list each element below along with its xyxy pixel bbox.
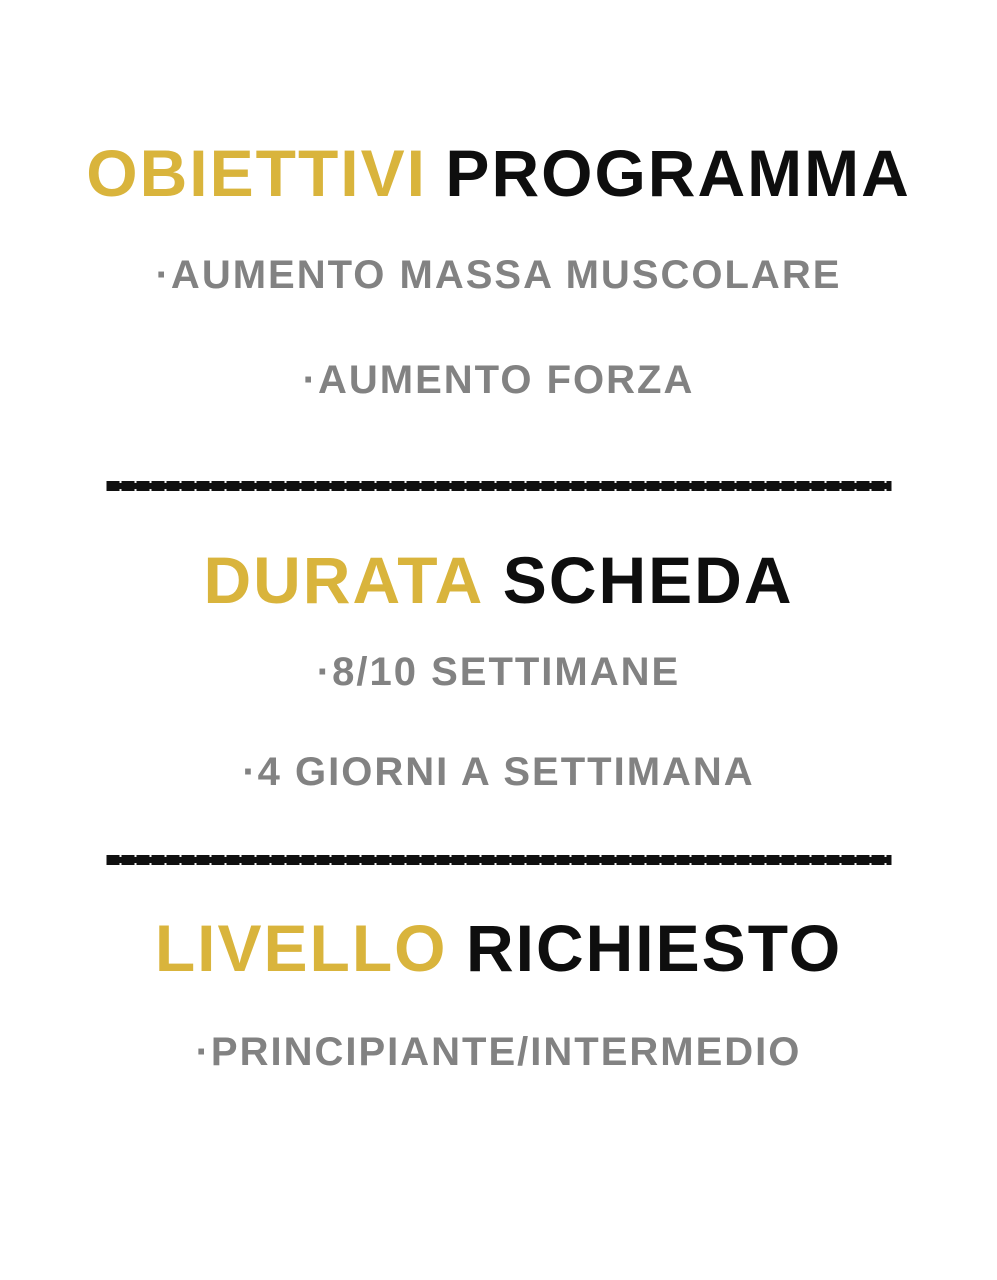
title-accent-livello: LIVELLO	[154, 911, 448, 985]
title-accent-durata: DURATA	[203, 543, 485, 617]
list-item-aumento-massa: ·AUMENTO MASSA MUSCOLARE	[155, 253, 842, 297]
list-item-aumento-forza: ·AUMENTO FORZA	[302, 358, 695, 402]
title-dark-richiesto: RICHIESTO	[465, 911, 843, 985]
section-divider	[106, 855, 891, 865]
title-dark-scheda: SCHEDA	[502, 543, 794, 617]
list-item-principiante-intermedio: ·PRINCIPIANTE/INTERMEDIO	[195, 1030, 802, 1074]
section-title-durata-scheda	[0, 543, 997, 617]
section-divider	[106, 481, 891, 491]
list-item-settimane: ·8/10 SETTIMANE	[316, 650, 681, 694]
section-title-obiettivi-programma	[0, 136, 997, 210]
section-title-livello-richiesto	[0, 911, 997, 985]
title-accent-obiettivi: OBIETTIVI	[86, 136, 427, 210]
title-dark-programma: PROGRAMMA	[445, 136, 911, 210]
list-item-giorni-settimana: ·4 GIORNI A SETTIMANA	[242, 750, 755, 794]
